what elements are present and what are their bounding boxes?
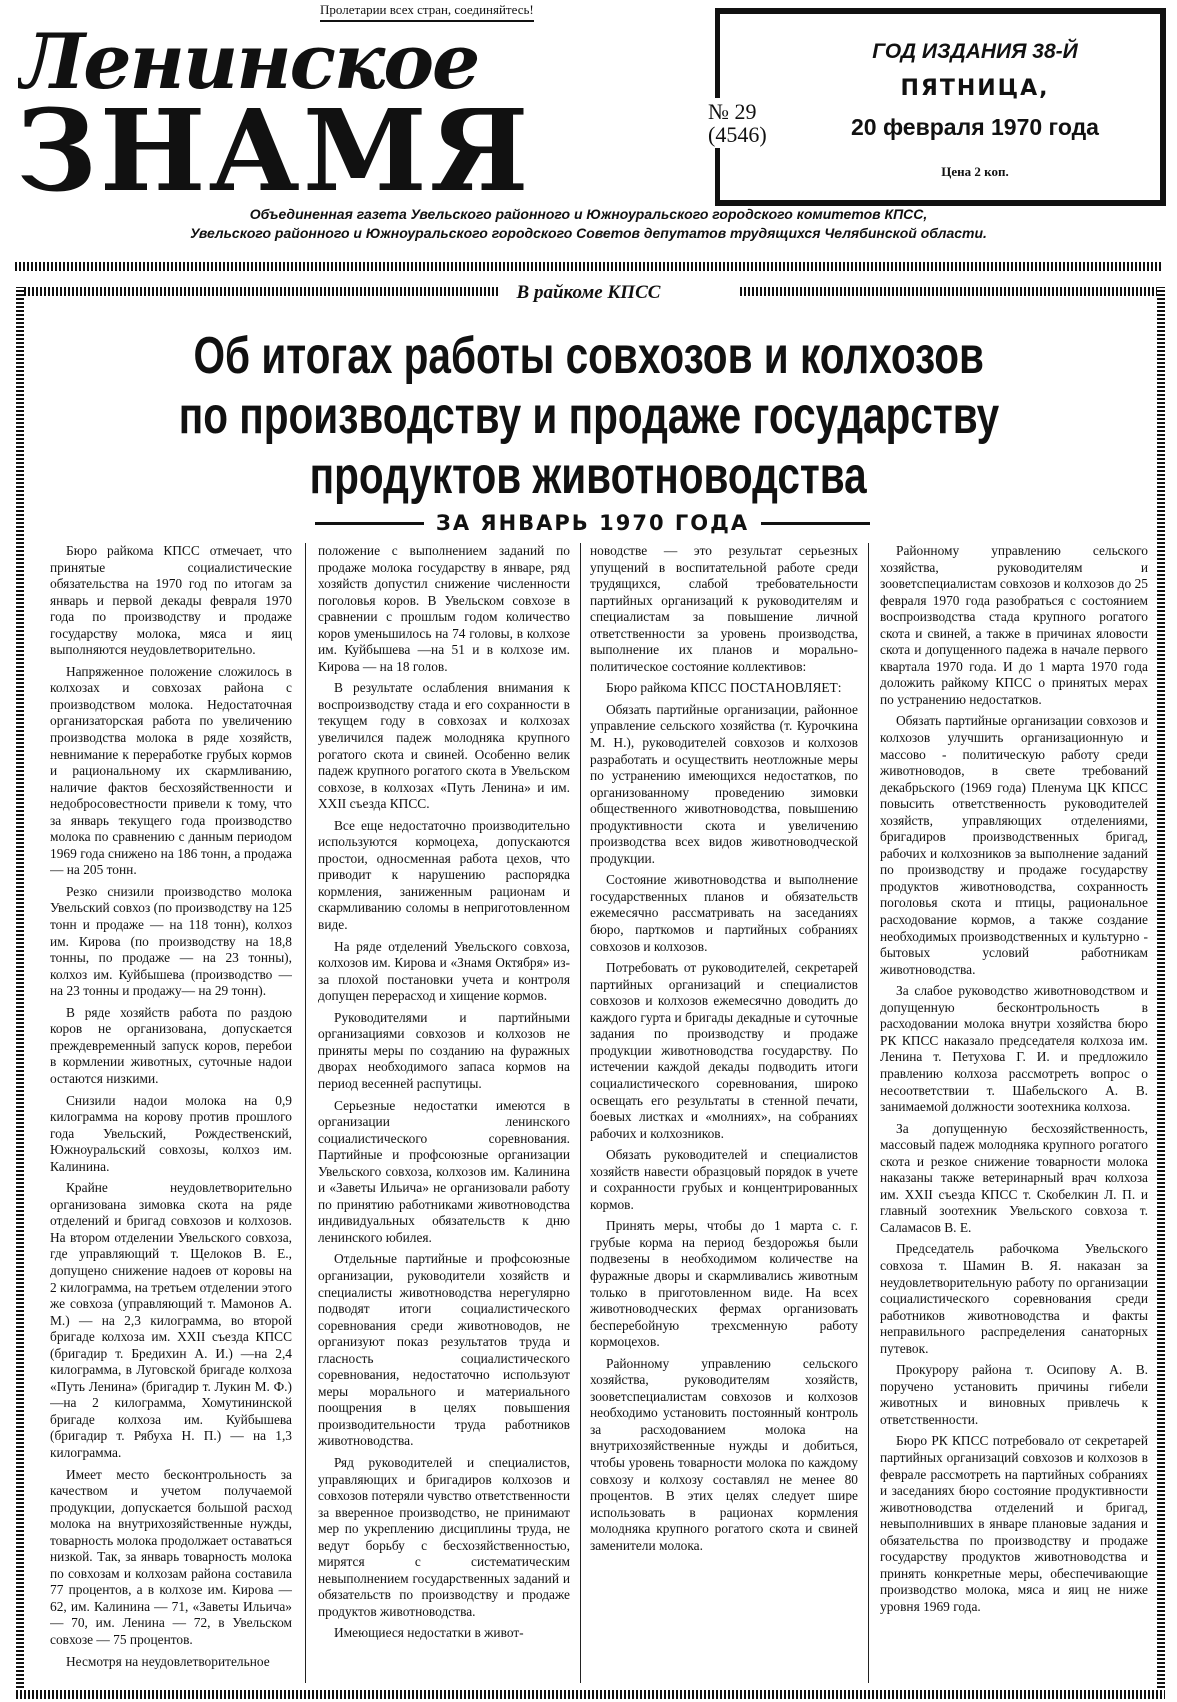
- article-paragraph: Ряд руководителей и специалистов, управляющих и бригадиров колхозов и совхозов потеряли чувство ответственности за вверенное производство, не принимают мер по укреплению дисциплины труда, не ведут борьбу с бесхозяйственностью, мирятся с систематическим невыполнением государственных заданий и обязательств по производству и продаже продуктов животноводства.: [318, 1454, 570, 1619]
- subheadline-rule: [315, 522, 424, 525]
- issue-total-number: (4546): [708, 122, 767, 147]
- article-paragraph: Прокурору района т. Осипову А. В. поручено установить причины гибели животных и виновных привлечь к ответственности.: [880, 1362, 1148, 1427]
- article-paragraph: Руководителями и партийными организациями совхозов и колхозов не приняты меры по созданию на фуражных дворах необходимого запаса кормов на период весенней распутицы.: [318, 1009, 570, 1091]
- article-paragraph: За слабое руководство животноводством и допущенную бесконтрольность в расходовании молока внутри хозяйства бюро РК КПСС наказало председателя колхоза им. Ленина т. Петухова Г. И. и предложило правлению колхоза рассмотреть вопрос о несоответствии т. Шабельского А. В. занимаемой должности зоотехника колхоза.: [880, 983, 1148, 1115]
- column-divider: [305, 543, 306, 1683]
- masthead-subtitle-line1: Объединенная газета Увельского районного и Южноуральского городского комитетов КПСС,: [249, 206, 928, 222]
- article-paragraph: Отдельные партийные и профсоюзные организации, руководители хозяйств и специалисты животноводства нерегулярно подводят итоги социалистического соревнования среди животноводов, не организуют показ результатов труда и гласность социалистического соревнования, недостаточно используют меры морального и материального поощрения в целях повышения производительности труда работников животноводства.: [318, 1251, 570, 1449]
- article-paragraph: Председатель рабочкома Увельского совхоза т. Шамин В. Я. наказан за неудовлетворительную работу по организации социалистического соревнования среди работников животноводства и факты неправильного распределения санаторных путевок.: [880, 1241, 1148, 1356]
- column-divider: [868, 543, 869, 1683]
- article-paragraph: новодстве — это результат серьезных упущений в воспитательной работе среди трудящихся, слабой требовательности партийных организаций к руководителям и специалистам за повышение личной ответственности за уровень производства, выполнение их планов и морально-политическое состояние коллективов:: [590, 543, 858, 674]
- subheadline-text: ЗА ЯНВАРЬ 1970 ГОДА: [435, 511, 750, 535]
- price: Цена 2 коп.: [941, 164, 1009, 179]
- article-subheadline: [315, 510, 870, 536]
- column-divider: [580, 543, 581, 1683]
- article-paragraph: Несмотря на неудовлетворительное: [66, 1653, 270, 1669]
- headline-line: по производству и продаже государству: [178, 387, 999, 445]
- article-paragraph: Крайне неудовлетворительно организована зимовка скота на ряде отделений и бригад совхозов и колхозов. На втором отделении Увельского совхоза, где управляющий т. Щелоков В. Е., допущено снижение надоев от коровы на 2 килограмма, на третьем отделении этого же совхоза (управляющий т. Мамонов А. М.) — на 2,3 килограмма, во второй бригаде колхоза им. XXII съезда КПСС (бригадир т. Бредихин А. И.) —на 2,4 килограмма, в Луговской бригаде колхоза «Путь Ленина» (бригадир т. Лукин М. Ф.) —на 2 килограмма, Хомутининской бригаде колхоза им. Куйбышева (бригадир т. Рябуха Н. П.) — на 1,3 килограмма.: [50, 1180, 292, 1460]
- article-paragraph: Напряженное положение сложилось в колхозах и совхозах района с производством молока. Недостаточная организаторская работа по увеличению производства молока в ряде хозяйств, невнимание к переработке грубых кормов и рациональному их скармливанию, наличие фактов бесхозяйственности и недобросовестности привели к тому, что за январь текущего года производство молока по сравнению с данным периодом 1969 года снижено на 186 тонн, а продажа — на 205 тонн.: [50, 663, 292, 878]
- article-column-4: [880, 543, 1148, 1683]
- article-paragraph: Районному управлению сельского хозяйства, руководителям и зооветспециалистам совхозов и колхозов до 25 февраля 1970 года разобраться с состоянием воспроизводства стада крупного рогатого скота и свиней, а также в причинах яловости скота и допущенного падежа в начале первого квартала 1970 года. И до 1 марта 1970 года доложить райкому КПСС о принятых мерах по устранению недостатков.: [880, 543, 1148, 707]
- subheadline-rule: [761, 522, 870, 525]
- article-paragraph: Принять меры, чтобы до 1 марта с. г. грубые корма на период бездорожья были подвезены в необходимом количестве на фуражные дворы и скармливались животным только в приготовленном виде. На всех животноводческих фермах организовать бесперебойную трехсменную работу кормоцехов.: [590, 1218, 858, 1350]
- article-paragraph: Обязать руководителей и специалистов хозяйств навести образцовый порядок в учете и сохранности грубых и концентрированных кормов.: [590, 1147, 858, 1212]
- article-paragraph: За допущенную бесхозяйственность, массовый падеж молодняка крупного рогатого скота и резкое снижение товарности молока наказаны также ветеринарный врач колхоза им. XXII съезда КПСС т. Скобелкин Л. П. и главный зоотехник Увельского совхоза т. Саламасов В. Е.: [880, 1120, 1148, 1235]
- frame-bottom-rule: [16, 1690, 1165, 1699]
- article-paragraph: На ряде отделений Увельского совхоза, колхозов им. Кирова и «Знамя Октября» из-за плохой постановки учета и контроля допущен перерасход и хищение кормов.: [318, 938, 570, 1004]
- issue-date: 20 февраля 1970 года: [851, 114, 1099, 140]
- article-paragraph: В результате ослабления внимания к воспроизводству стада и его сохранности в текущем году в совхозах и колхозах увеличился падеж молодняка крупного рогатого скота и свиней. Особенно велик падеж крупного рогатого скота в Увельском совхозе, в колхозах «Путь Ленина» и им. XXII съезда КПСС.: [318, 680, 570, 812]
- newspaper-title-line1: Ленинское: [18, 24, 479, 100]
- article-paragraph: Бюро райкома КПСС ПОСТАНОВЛЯЕТ:: [606, 680, 842, 696]
- article-rubric: В райкоме КПСС: [516, 282, 661, 303]
- headline-line: Об итогах работы совхозов и колхозов: [193, 327, 984, 385]
- article-headline: [0, 326, 1177, 506]
- article-paragraph: В ряде хозяйств работа по раздою коров не организована, допускается преждевременный запуск коров, перебои в кормлении животных, суточные надои остаются низкими.: [50, 1004, 292, 1086]
- article-paragraph: Бюро райкома КПСС отмечает, что принятые социалистические обязательства на 1970 год по итогам за январь и первой декады февраля 1970 года по производству и продаже государству молока, мяса и яиц выполняются неудовлетворительно.: [50, 543, 292, 658]
- article-column-2: [318, 543, 570, 1683]
- weekday: ПЯТНИЦА,: [900, 76, 1050, 101]
- article-paragraph: Имеет место бесконтрольность за качеством и учетом получаемой продукции, допускается большой расход молока на внутрихозяйственные нужды, товарность молока продолжает оставаться низкой. Так, за январь товарность молока по совхозам и колхозам района составила 77 процентов, а в колхозе им. Кирова —62, им. Калинина — 71, «Заветы Ильича» — 70, им. Ленина — 72, в Увельском совхозе — 75 процентов.: [50, 1466, 292, 1647]
- issue-number-block: [708, 98, 771, 148]
- article-paragraph: Имеющиеся недостатки в живот-: [334, 1625, 524, 1641]
- newspaper-title-line2: ЗНАМЯ: [16, 86, 532, 217]
- article-paragraph: Обязать партийные организации совхозов и колхозов улучшить организационную и массово - политическую работу среди животноводов, в свете требований декабрьского (1969 года) Пленума ЦК КПСС повысить ответственность руководителей хозяйств, управляющих отделениями, бригадиров производственных бригад, рабочих и колхозников за выполнение заданий по производству и продаже государству продуктов животноводства, сохранность поголовья скота и птицы, рациональное расходование кормов, а также создание необходимых производственных и культурно - бытовых условий работникам животноводства.: [880, 713, 1148, 977]
- year-of-publication: ГОД ИЗДАНИЯ 38-Й: [872, 40, 1078, 63]
- article-paragraph: положение с выполнением заданий по продаже молока государству в январе, ряд хозяйств допустил снижение численности поголовья коров. В Увельском совхозе в сравнении с прошлым годом количество коров уменьшилось на 74 головы, в колхозе им. Куйбышева —на 51 и в колхозе им. Кирова — на 18 голов.: [318, 543, 570, 674]
- article-paragraph: Снизили надои молока на 0,9 килограмма на корову против прошлого года Увельский, Рождественский, Южноуральский совхозы, колхоз им. Калинина.: [50, 1092, 292, 1174]
- issue-number: № 29: [708, 99, 757, 124]
- article-column-3: [590, 543, 858, 1683]
- masthead-slogan: Пролетарии всех стран, соединяйтесь!: [320, 2, 534, 22]
- article-paragraph: Все еще недостаточно производительно используются кормоцеха, допускаются простои, односменная работа цехов, что приводит к нарушению распорядка кормления, заниженным рационам и скармливанию соломы в неприготовленном виде.: [318, 817, 570, 933]
- article-paragraph: Районному управлению сельского хозяйства, руководителям хозяйств, зооветспециалистам совхозов и колхозов необходимо установить постоянный контроль за расходованием молока на внутрихозяйственные нужды и добиться, чтобы уровень товарности молока по каждому совхозу и колхозу составлял не менее 80 процентов. В этих целях следует шире использовать в рационах кормления молодняка крупного рогатого скота и свиней заменители молока.: [590, 1355, 858, 1553]
- headline-line: продуктов животноводства: [309, 447, 868, 505]
- article-paragraph: Бюро РК КПСС потребовало от секретарей партийных организаций совхозов и колхозов в феврале рассмотреть на партийных собраниях и заседаниях бюро состояние продуктивности животноводства отделений и бригад, невыполнивших в январе плановые задания и обязательства по производству и продаже государству продуктов животноводства и принять конкретные меры, обеспечивающие производство молока, мяса и яиц не ниже уровня 1969 года.: [880, 1433, 1148, 1614]
- article-paragraph: Серьезные недостатки имеются в организации ленинского социалистического соревнования. Партийные и профсоюзные организации Увельского совхоза, колхозов им. Калинина и «Заветы Ильича» не организовали работу по принятию работниками животноводства индивидуальных обязательств к дню ленинского юбилея.: [318, 1097, 570, 1245]
- masthead-subtitle-line2: Увельского районного и Южноуральского городского Советов депутатов трудящихся Челябинской области.: [190, 225, 987, 241]
- article-paragraph: Резко снизили производство молока Увельский совхоз (по производству на 125 тонн и продаже — на 118 тонн), колхоз им. Кирова (по производству на 18,8 тонны, по продаже — на 23 тонны), колхоз им. Куйбышева (производство — на 23 тонны и продажу— на 29 тонн).: [50, 883, 292, 999]
- divider-rule: [15, 262, 1163, 271]
- issue-date-box: [715, 8, 1166, 206]
- article-paragraph: Состояние животноводства и выполнение государственных планов и обязательств ежемесячно рассматривать на заседаниях бюро, парткомов и партийных собраниях совхозов и колхозов.: [590, 872, 858, 954]
- article-paragraph: Обязать партийные организации, районное управление сельского хозяйства (т. Курочкина М. Н.), руководителей совхозов и колхозов разработать и осуществить неотложные меры по устранению имеющихся недостатков, по организованному проведению зимовки общественного животноводства, повышению продуктивности скота и увеличению производства всех видов животноводческой продукции.: [590, 701, 858, 866]
- article-paragraph: Потребовать от руководителей, секретарей партийных организаций и специалистов совхозов и колхозов ежемесячно доводить до каждого гурта и бригады декадные и суточные задания по производству и продаже продукции животноводства государству. По истечении каждой декады подводить итоги социалистического соревнования, широко освещать его результаты в стенной печати, боевых листках и «молниях», на собраниях рабочих и колхозников.: [590, 960, 858, 1141]
- article-column-1: [50, 543, 292, 1683]
